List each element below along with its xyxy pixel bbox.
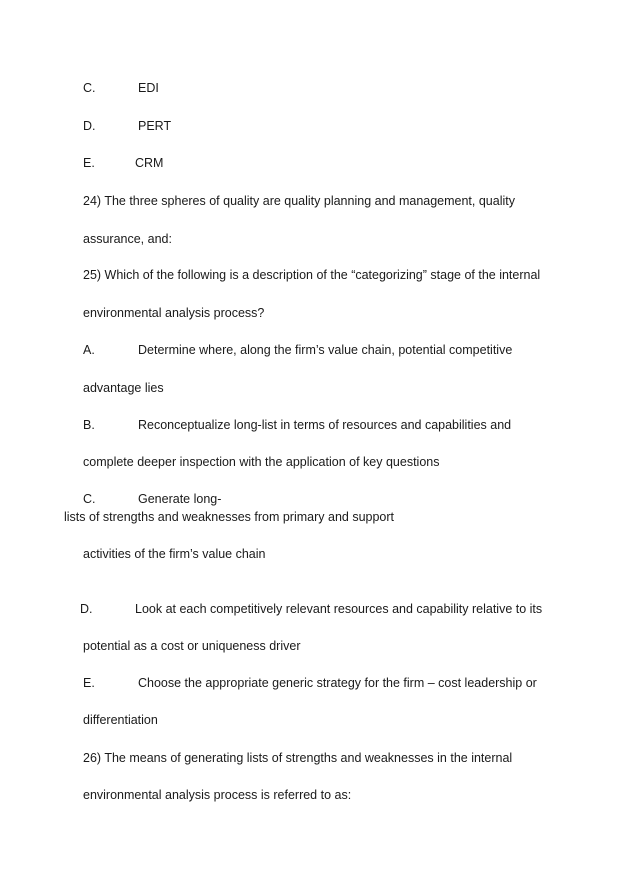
option-letter: C. [83, 81, 96, 95]
option-c-line-2: lists of strengths and weaknesses from primary and support [64, 510, 395, 524]
option-a-line-2: advantage lies [83, 381, 164, 395]
option-letter: C. [83, 492, 96, 506]
option-text: Look at each competitively relevant resources and capability relative to its [135, 602, 543, 616]
question-25-line-1: 25) Which of the following is a description of the “categorizing” stage of the internal [83, 268, 541, 282]
option-b-line-2: complete deeper inspection with the application of key questions [83, 455, 440, 469]
option-text: Determine where, along the firm’s value chain, potential competitive [138, 343, 513, 357]
option-text: PERT [138, 119, 172, 133]
question-25-line-2: environmental analysis process? [83, 306, 265, 320]
option-e-line-1 [83, 676, 537, 691]
option-letter: E. [83, 676, 95, 690]
question-24-line-1: 24) The three spheres of quality are quality planning and management, quality [83, 194, 515, 208]
option-c-line-1 [83, 492, 221, 507]
question-26-line-1: 26) The means of generating lists of strengths and weaknesses in the internal [83, 751, 513, 765]
question-24-line-2: assurance, and: [83, 232, 172, 246]
option-text: Reconceptualize long-list in terms of resources and capabilities and [138, 418, 512, 432]
option-d-pert [83, 119, 171, 134]
option-a-line-1 [83, 343, 512, 358]
option-e-line-2: differentiation [83, 713, 158, 727]
question-26-line-2: environmental analysis process is referred to as: [83, 788, 352, 802]
option-text: EDI [138, 81, 159, 95]
option-letter: D. [83, 119, 96, 133]
option-d-line-1 [80, 602, 542, 617]
option-c-edi [83, 81, 159, 96]
option-b-line-1 [83, 418, 511, 433]
option-text: CRM [135, 156, 164, 170]
option-letter: A. [83, 343, 95, 357]
option-letter: E. [83, 156, 95, 170]
option-letter: D. [80, 602, 93, 616]
option-e-crm [83, 156, 163, 171]
option-text: Generate long- [138, 492, 222, 506]
option-d-line-2: potential as a cost or uniqueness driver [83, 639, 301, 653]
option-letter: B. [83, 418, 95, 432]
option-c-line-3: activities of the firm’s value chain [83, 547, 266, 561]
option-text: Choose the appropriate generic strategy for the firm – cost leadership or [138, 676, 537, 690]
